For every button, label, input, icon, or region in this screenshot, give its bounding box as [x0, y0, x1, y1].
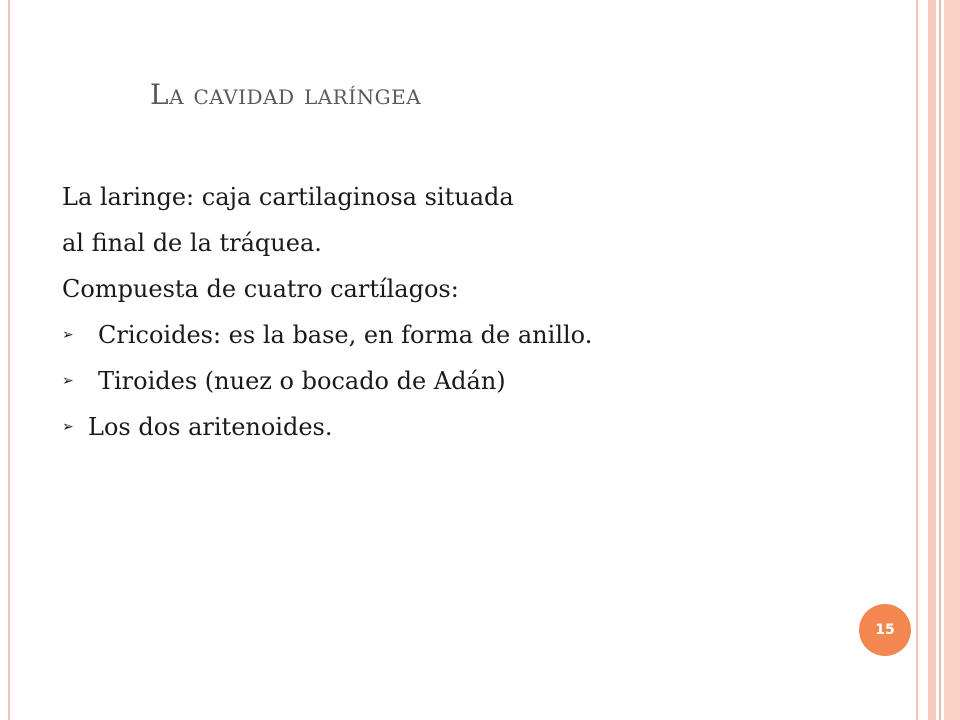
- bullet-text: Tiroides (nuez o bocado de Adán): [98, 367, 506, 395]
- slide-body: [62, 174, 592, 450]
- bullet-item: [62, 312, 592, 358]
- left-border-decoration: [8, 0, 10, 720]
- page-number-badge: 15: [859, 604, 911, 656]
- arrowhead-bullet-icon: ➢: [62, 419, 74, 435]
- bullet-item: [62, 404, 592, 450]
- bullet-item: [62, 358, 592, 404]
- bullet-text: Cricoides: es la base, en forma de anillo.: [98, 321, 593, 349]
- body-line: La laringe: caja cartilaginosa situada: [62, 183, 514, 211]
- bullet-text: Los dos aritenoides.: [88, 413, 333, 441]
- body-line: al final de la tráquea.: [62, 229, 322, 257]
- right-stripe-decoration: [916, 0, 960, 720]
- arrowhead-bullet-icon: ➢: [62, 373, 74, 389]
- body-line: Compuesta de cuatro cartílagos:: [62, 275, 459, 303]
- arrowhead-bullet-icon: ➢: [62, 327, 74, 343]
- slide-title: La cavidad laríngea: [150, 78, 422, 111]
